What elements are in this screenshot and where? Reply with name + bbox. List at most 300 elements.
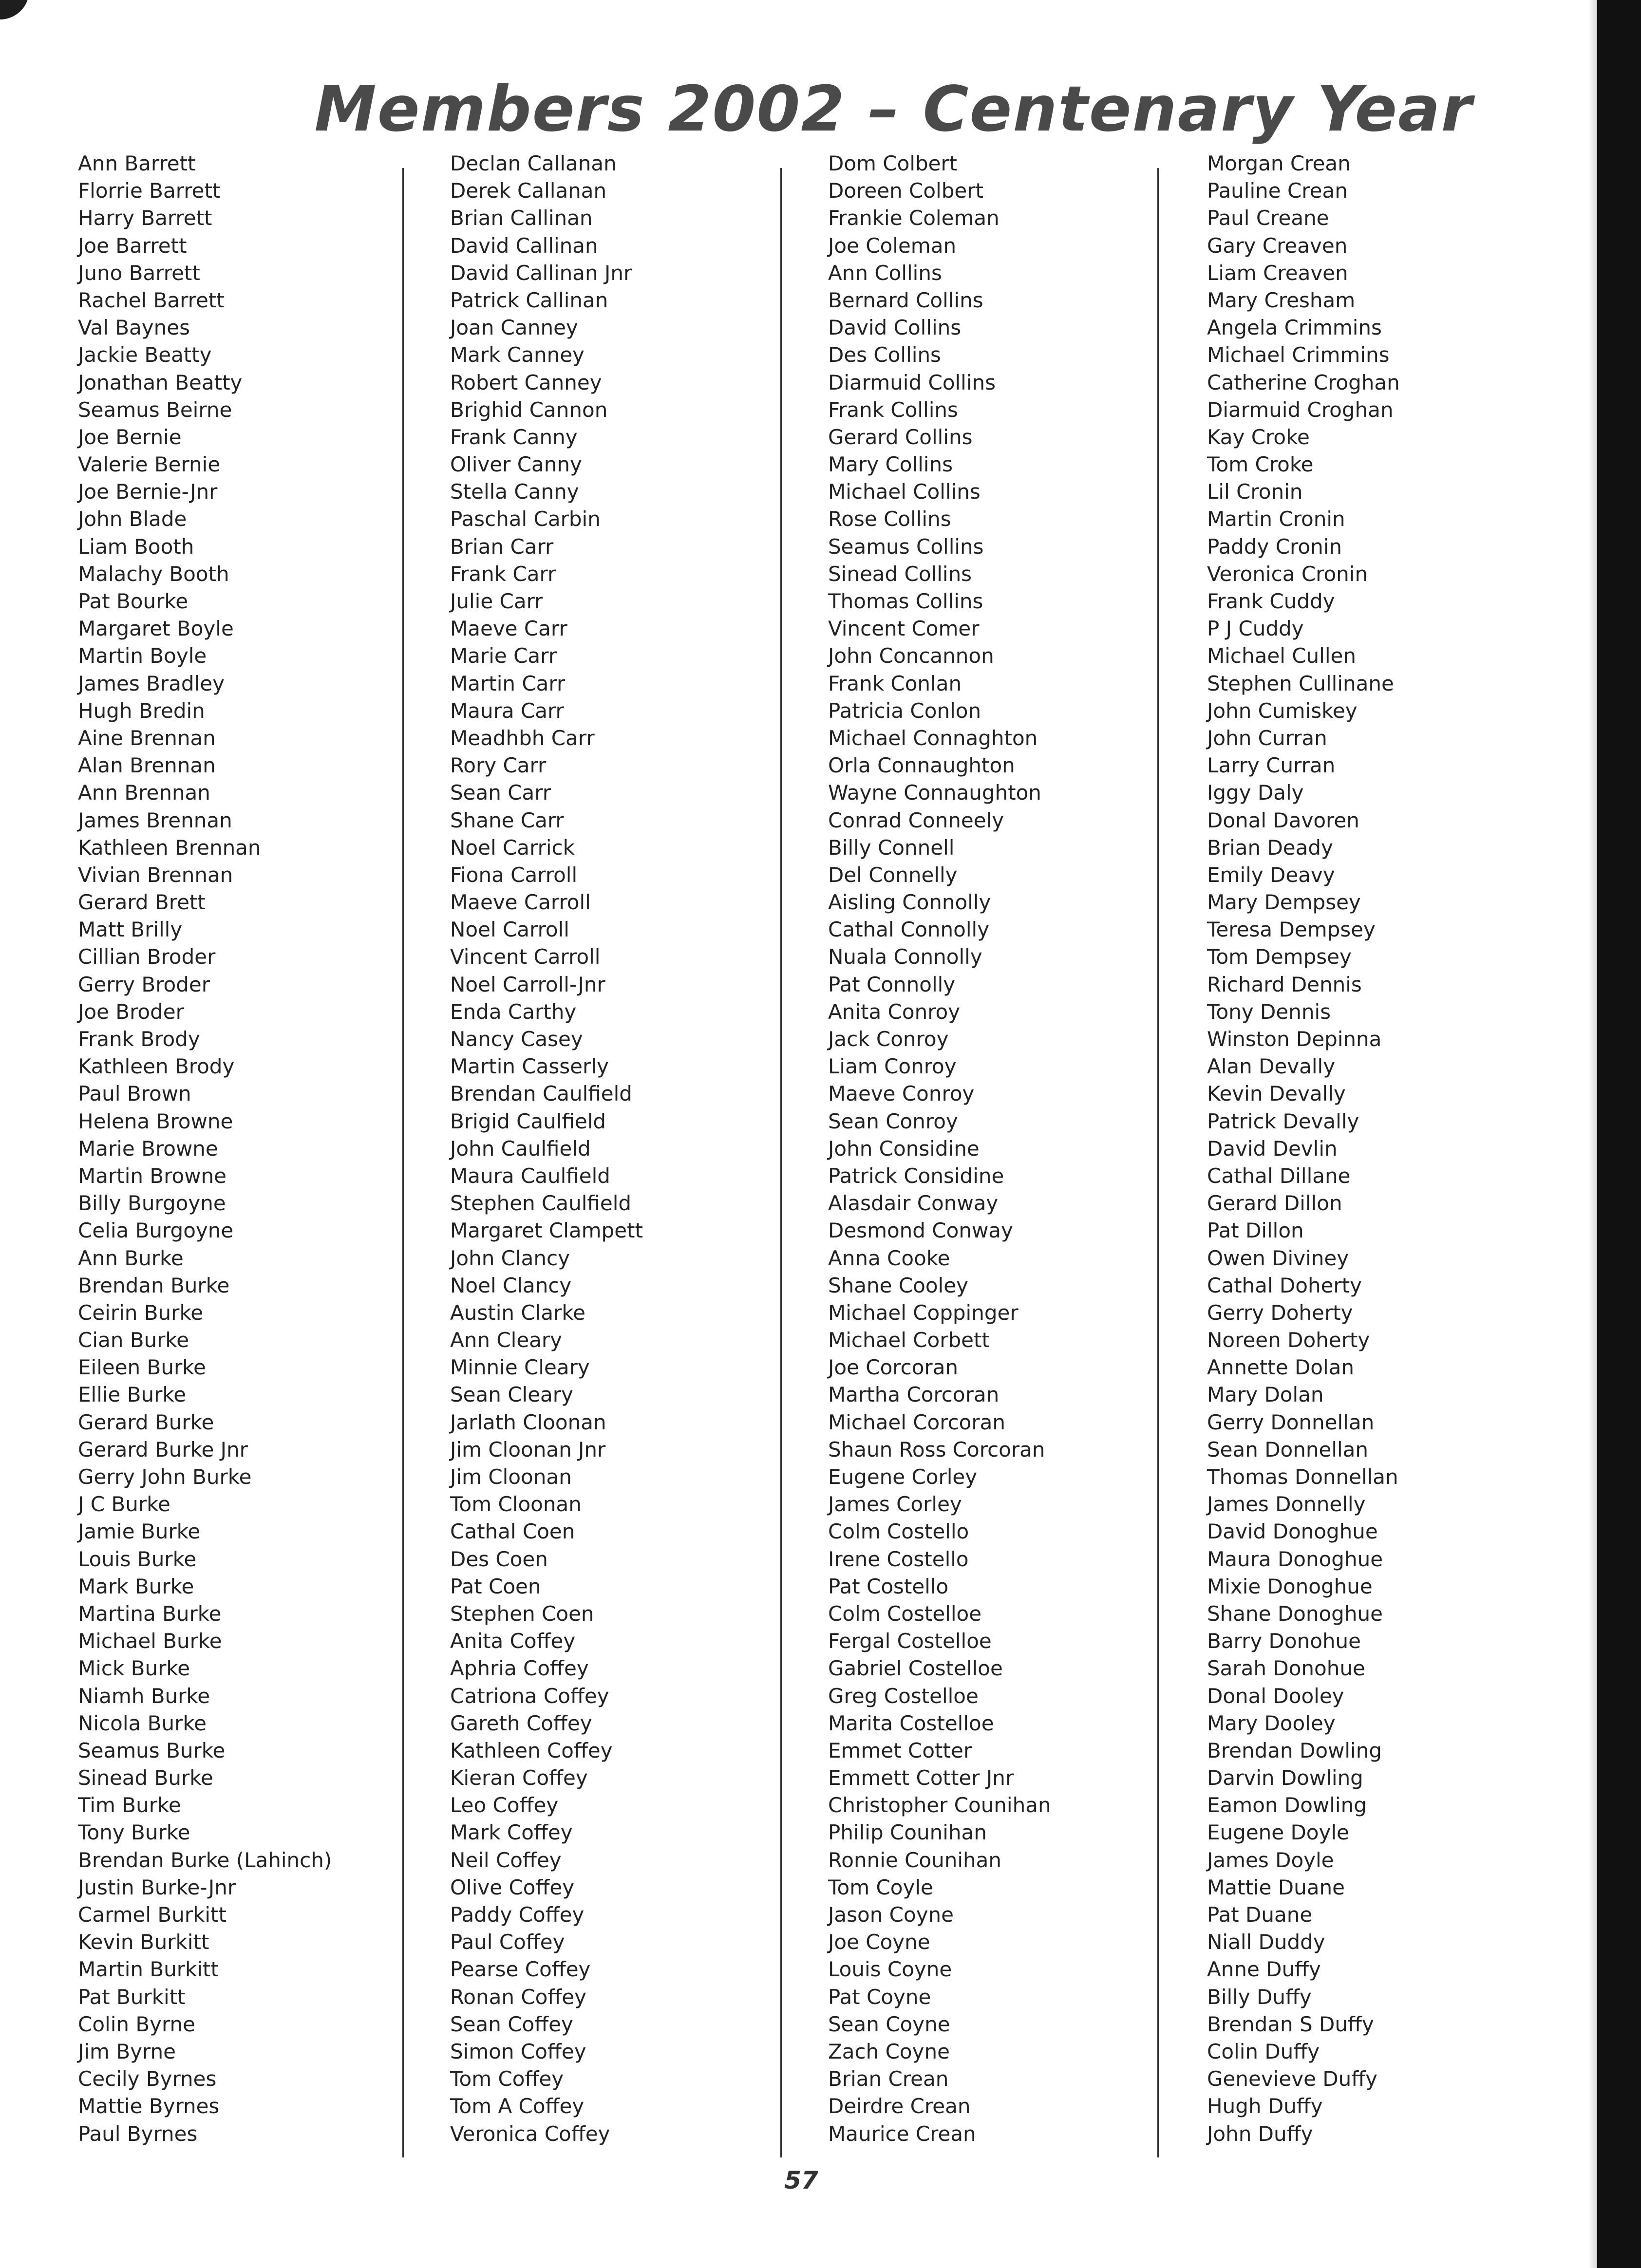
member-name: Christopher Counihan [828,1793,1051,1818]
member-name: Margaret Boyle [78,617,234,641]
member-name: Niamh Burke [78,1684,210,1708]
member-name: Michael Coppinger [828,1300,1019,1325]
member-name: Gerry Broder [78,972,210,996]
member-name: Brendan Burke [78,1273,230,1297]
member-name: Veronica Cronin [1207,562,1368,586]
member-name: Maura Carr [450,698,564,723]
member-name: Jim Cloonan [450,1465,572,1489]
member-name: Rachel Barrett [78,288,225,312]
member-name: Colm Costelloe [828,1601,982,1626]
member-name: Ellie Burke [78,1383,187,1407]
member-name: Conrad Conneely [828,808,1004,832]
member-name: Ann Collins [828,261,942,285]
member-name: Dom Colbert [828,151,958,175]
member-name: Darvin Dowling [1207,1766,1363,1790]
member-name: Joe Bernie-Jnr [78,480,218,504]
member-name: Eugene Doyle [1207,1820,1349,1845]
member-name: Zach Coyne [828,2039,950,2063]
member-name: David Collins [828,316,962,340]
member-name: Ronnie Counihan [828,1848,1001,1872]
member-name: Seamus Collins [828,534,984,559]
member-name: Derek Callanan [450,179,607,203]
member-name: James Doyle [1207,1848,1334,1872]
member-name: Liam Conroy [828,1054,957,1079]
member-name: Diarmuid Croghan [1207,397,1394,422]
member-name: Tom Croke [1207,452,1314,477]
member-name: Fiona Carroll [450,862,578,887]
member-name: Brian Carr [450,534,554,559]
member-name: John Duffy [1207,2121,1313,2146]
member-name: Sinead Burke [78,1766,213,1790]
column-divider-3 [1157,168,1159,2157]
member-name: Seamus Burke [78,1738,226,1762]
member-name: Olive Coffey [450,1875,575,1899]
member-name: Rory Carr [450,753,547,778]
member-name: Jim Byrne [78,2039,176,2063]
page-title: Members 2002 – Centenary Year [314,73,1473,146]
member-name: Gareth Coffey [450,1711,592,1735]
member-name: Patrick Callinan [450,288,608,312]
member-name: Cathal Connolly [828,918,990,942]
member-name: Patrick Devally [1207,1109,1359,1133]
member-column-1 [78,150,429,2148]
page-number: 57 [784,2166,818,2194]
member-name: Sean Donnellan [1207,1437,1369,1462]
member-name: Billy Connell [828,835,955,860]
member-name: Louis Coyne [828,1957,952,1982]
member-name: Julie Carr [450,589,543,613]
member-name: Frankie Coleman [828,206,1000,230]
member-name: Emily Deavy [1207,862,1335,887]
member-name: Lil Cronin [1207,480,1303,504]
member-name: Mark Canney [450,343,585,367]
member-name: Nancy Casey [450,1027,583,1051]
member-name: Pat Connolly [828,972,956,996]
member-name: Colin Duffy [1207,2039,1320,2063]
member-name: Tom Coyle [828,1875,933,1899]
member-name: Noel Clancy [450,1273,572,1297]
member-name: Winston Depinna [1207,1027,1382,1051]
member-name: Louis Burke [78,1547,197,1571]
member-name: John Blade [78,507,187,531]
member-name: James Donnelly [1207,1492,1366,1517]
member-name: John Curran [1207,726,1327,750]
member-name: Anita Conroy [828,999,961,1024]
member-name: Marita Costelloe [828,1711,994,1735]
member-name: Pat Coen [450,1574,541,1598]
member-name: James Corley [828,1492,962,1517]
member-name: Margaret Clampett [450,1218,643,1243]
member-name: Kevin Devally [1207,1082,1346,1106]
member-name: James Bradley [78,671,225,695]
member-name: Kathleen Brennan [78,835,261,860]
member-name: Martin Browne [78,1163,227,1188]
member-name: Cillian Broder [78,945,216,969]
member-name: Jonathan Beatty [78,370,243,394]
scan-edge-shadow [1597,0,1641,2268]
member-name: Matt Brilly [78,918,183,942]
member-name: Barry Donohue [1207,1629,1361,1653]
member-name: Mary Collins [828,452,953,477]
member-name: Michael Connaghton [828,726,1038,750]
member-name: Pat Costello [828,1574,949,1598]
member-name: Juno Barrett [78,261,200,285]
member-name: Neil Coffey [450,1848,562,1872]
member-name: Michael Corcoran [828,1410,1005,1434]
member-name: Veronica Coffey [450,2121,610,2146]
member-column-4 [1207,150,1558,2148]
member-name: Tony Burke [78,1820,190,1845]
member-name: Anna Cooke [828,1246,950,1270]
member-name: Gerard Brett [78,890,206,915]
member-name: Gary Creaven [1207,233,1348,258]
member-name: Sean Coffey [450,2012,573,2036]
member-name: Brian Crean [828,2067,949,2091]
member-name: Hugh Bredin [78,698,205,723]
member-name: Gerard Burke [78,1410,214,1434]
member-name: Jamie Burke [78,1519,201,1544]
member-name: Joe Bernie [78,425,182,449]
member-name: Florrie Barrett [78,179,221,203]
member-name: Pauline Crean [1207,179,1348,203]
member-name: Paddy Cronin [1207,534,1342,559]
member-name: Gerard Burke Jnr [78,1437,248,1462]
member-name: Shane Cooley [828,1273,968,1297]
member-name: Martin Boyle [78,644,207,668]
member-name: Cathal Dillane [1207,1163,1351,1188]
member-name: Vincent Carroll [450,945,601,969]
member-name: Ann Barrett [78,151,196,175]
member-column-2 [450,150,801,2148]
member-name: Jarlath Cloonan [450,1410,606,1434]
member-name: Kevin Burkitt [78,1930,209,1954]
member-name: Brighid Cannon [450,397,608,422]
member-name: Carmel Burkitt [78,1903,226,1927]
member-name: Sarah Donohue [1207,1656,1365,1681]
member-name: Mary Dooley [1207,1711,1336,1735]
member-name: Jackie Beatty [78,343,212,367]
member-name: David Devlin [1207,1136,1338,1161]
member-name: Mark Coffey [450,1820,573,1845]
member-name: Gerard Dillon [1207,1191,1342,1216]
member-name: Helena Browne [78,1109,233,1133]
member-name: Genevieve Duffy [1207,2067,1378,2091]
member-name: Michael Cullen [1207,644,1356,668]
member-name: Brian Deady [1207,835,1333,860]
member-name: Mick Burke [78,1656,190,1681]
member-name: Shane Carr [450,808,564,832]
member-name: Frank Cuddy [1207,589,1335,613]
scan-corner-shadow [0,0,29,19]
member-name: Martin Burkitt [78,1957,219,1982]
member-name: Catherine Croghan [1207,370,1400,394]
member-name: Austin Clarke [450,1300,586,1325]
member-name: Anne Duffy [1207,1957,1321,1982]
member-name: Martha Corcoran [828,1383,1000,1407]
member-name: Aphria Coffey [450,1656,589,1681]
member-name: Emmett Cotter Jnr [828,1766,1014,1790]
member-name: Stella Canny [450,480,579,504]
member-name: Ann Burke [78,1246,184,1270]
member-name: Bernard Collins [828,288,983,312]
member-name: Cian Burke [78,1328,189,1352]
member-name: Del Connelly [828,862,958,887]
member-name: Mattie Byrnes [78,2094,220,2118]
member-name: Brian Callinan [450,206,593,230]
member-name: Cathal Doherty [1207,1273,1362,1297]
member-name: Cathal Coen [450,1519,575,1544]
member-name: Catriona Coffey [450,1684,609,1708]
member-name: Brendan Caulfield [450,1082,632,1106]
member-name: Ann Brennan [78,781,210,805]
member-name: Pat Bourke [78,589,189,613]
member-name: Brendan Burke (Lahinch) [78,1848,332,1872]
member-name: Joe Corcoran [828,1355,959,1380]
member-name: Alasdair Conway [828,1191,999,1216]
member-name: Sean Conroy [828,1109,958,1133]
member-name: Cecily Byrnes [78,2067,217,2091]
member-name: Marie Browne [78,1136,218,1161]
member-name: Frank Canny [450,425,578,449]
member-name: Gerry John Burke [78,1465,252,1489]
member-name: Paul Brown [78,1082,191,1106]
member-name: Pat Burkitt [78,1985,186,2009]
member-name: Richard Dennis [1207,972,1362,996]
member-name: Paddy Coffey [450,1903,585,1927]
member-name: Mary Dolan [1207,1383,1324,1407]
member-name: Gerry Doherty [1207,1300,1353,1325]
member-name: Stephen Caulfield [450,1191,632,1216]
member-name: John Considine [828,1136,980,1161]
member-name: Owen Diviney [1207,1246,1349,1270]
member-name: Ann Cleary [450,1328,563,1352]
member-name: Sean Cleary [450,1383,573,1407]
member-name: Noel Carroll [450,918,569,942]
member-name: Eugene Corley [828,1465,978,1489]
member-name: Gerry Donnellan [1207,1410,1375,1434]
column-divider-2 [780,168,782,2157]
member-name: Billy Burgoyne [78,1191,226,1216]
member-name: Maura Donoghue [1207,1547,1383,1571]
member-name: Eileen Burke [78,1355,206,1380]
member-name: Michael Corbett [828,1328,990,1352]
member-name: Tom A Coffey [450,2094,585,2118]
member-name: Liam Creaven [1207,261,1348,285]
member-name: Minnie Cleary [450,1355,590,1380]
member-name: Celia Burgoyne [78,1218,234,1243]
member-name: Annette Dolan [1207,1355,1354,1380]
member-name: Larry Curran [1207,753,1336,778]
member-name: Malachy Booth [78,562,229,586]
member-name: Tim Burke [78,1793,181,1818]
member-name: Gabriel Costelloe [828,1656,1003,1681]
member-name: Iggy Daly [1207,781,1304,805]
member-name: Rose Collins [828,507,951,531]
member-name: Wayne Connaughton [828,781,1041,805]
member-name: Kay Croke [1207,425,1310,449]
member-name: Frank Collins [828,397,958,422]
member-name: Aine Brennan [78,726,216,750]
member-name: Niall Duddy [1207,1930,1325,1954]
member-name: Shaun Ross Corcoran [828,1437,1045,1462]
member-name: Maeve Carroll [450,890,591,915]
member-name: Mattie Duane [1207,1875,1345,1899]
member-name: Alan Brennan [78,753,216,778]
member-name: Colm Costello [828,1519,969,1544]
member-name: Paul Byrnes [78,2121,198,2146]
member-name: Des Collins [828,343,941,367]
member-name: Patricia Conlon [828,698,981,723]
member-name: Joe Barrett [78,233,187,258]
scan-edge-gradient [1588,0,1597,2268]
member-name: P J Cuddy [1207,617,1304,641]
column-divider-1 [402,168,404,2157]
member-name: Jack Conroy [828,1027,949,1051]
member-name: Vincent Comer [828,617,980,641]
member-name: Simon Coffey [450,2039,586,2063]
member-name: Maura Caulfield [450,1163,610,1188]
member-name: Doreen Colbert [828,179,983,203]
member-name: Thomas Collins [828,589,983,613]
member-name: Joe Broder [78,999,184,1024]
member-name: Tom Cloonan [450,1492,582,1517]
member-name: Joe Coyne [828,1930,930,1954]
member-name: Colin Byrne [78,2012,195,2036]
member-name: Fergal Costelloe [828,1629,992,1653]
member-name: Tom Dempsey [1207,945,1352,969]
member-name: David Donoghue [1207,1519,1378,1544]
member-name: Teresa Dempsey [1207,918,1376,942]
member-name: Valerie Bernie [78,452,221,477]
member-name: Joan Canney [450,316,578,340]
member-name: Pearse Coffey [450,1957,591,1982]
member-name: Pat Dillon [1207,1218,1304,1243]
member-name: J C Burke [78,1492,170,1517]
member-name: Tony Dennis [1207,999,1331,1024]
member-name: Sean Carr [450,781,551,805]
member-name: Michael Burke [78,1629,222,1653]
member-name: Nuala Connolly [828,945,982,969]
member-name: Maurice Crean [828,2121,976,2146]
member-name: Liam Booth [78,534,194,559]
member-name: Michael Collins [828,480,981,504]
member-name: John Concannon [828,644,994,668]
member-name: David Callinan [450,233,598,258]
member-name: Marie Carr [450,644,557,668]
member-name: Joe Coleman [828,233,957,258]
member-name: Paul Coffey [450,1930,565,1954]
member-name: John Clancy [450,1246,570,1270]
member-name: Enda Carthy [450,999,577,1024]
member-name: Aisling Connolly [828,890,991,915]
member-name: John Cumiskey [1207,698,1358,723]
member-name: Donal Davoren [1207,808,1359,832]
member-name: Meadhbh Carr [450,726,595,750]
member-name: Brendan Dowling [1207,1738,1382,1762]
member-name: Frank Conlan [828,671,962,695]
member-name: Desmond Conway [828,1218,1013,1243]
member-name: Seamus Beirne [78,397,232,422]
member-name: Patrick Considine [828,1163,1004,1188]
member-name: Martin Carr [450,671,566,695]
member-name: Billy Duffy [1207,1985,1312,2009]
member-name: Angela Crimmins [1207,316,1382,340]
member-column-3 [828,150,1179,2148]
member-name: Tom Coffey [450,2067,564,2091]
member-name: Martina Burke [78,1601,222,1626]
member-name: James Brennan [78,808,232,832]
member-name: Mary Cresham [1207,288,1356,312]
member-name: Robert Canney [450,370,602,394]
member-name: Jason Coyne [828,1903,954,1927]
member-name: Harry Barrett [78,206,212,230]
member-name: Frank Carr [450,562,556,586]
member-name: Deirdre Crean [828,2094,971,2118]
member-name: Thomas Donnellan [1207,1465,1398,1489]
member-name: Leo Coffey [450,1793,559,1818]
member-name: Martin Cronin [1207,507,1345,531]
member-name: Oliver Canny [450,452,582,477]
member-name: Martin Casserly [450,1054,609,1079]
member-name: Noreen Doherty [1207,1328,1370,1352]
member-name: Declan Callanan [450,151,617,175]
member-name: Val Baynes [78,316,190,340]
member-name: Noel Carroll-Jnr [450,972,605,996]
member-name: Noel Carrick [450,835,575,860]
member-name: Brendan S Duffy [1207,2012,1374,2036]
member-name: Nicola Burke [78,1711,207,1735]
member-name: Vivian Brennan [78,862,233,887]
member-name: Maeve Carr [450,617,567,641]
member-name: Eamon Dowling [1207,1793,1367,1818]
member-name: Mixie Donoghue [1207,1574,1373,1598]
member-name: Irene Costello [828,1547,969,1571]
member-name: Mark Burke [78,1574,194,1598]
member-name: Paul Creane [1207,206,1329,230]
member-name: Emmet Cotter [828,1738,972,1762]
member-name: Kathleen Brody [78,1054,235,1079]
member-name: Maeve Conroy [828,1082,975,1106]
member-name: Frank Brody [78,1027,200,1051]
member-name: David Callinan Jnr [450,261,632,285]
member-name: Jim Cloonan Jnr [450,1437,606,1462]
member-name: Shane Donoghue [1207,1601,1383,1626]
member-name: Anita Coffey [450,1629,576,1653]
member-name: Hugh Duffy [1207,2094,1323,2118]
member-name: Sean Coyne [828,2012,950,2036]
member-name: Des Coen [450,1547,548,1571]
member-name: Greg Costelloe [828,1684,979,1708]
member-name: Michael Crimmins [1207,343,1390,367]
member-name: Stephen Cullinane [1207,671,1394,695]
member-name: Alan Devally [1207,1054,1336,1079]
member-name: Kathleen Coffey [450,1738,613,1762]
member-name: Mary Dempsey [1207,890,1361,915]
member-name: Donal Dooley [1207,1684,1344,1708]
member-name: Pat Duane [1207,1903,1313,1927]
member-name: Sinead Collins [828,562,972,586]
member-name: Justin Burke-Jnr [78,1875,236,1899]
member-name: Gerard Collins [828,425,973,449]
member-name: Ronan Coffey [450,1985,586,2009]
member-name: Paschal Carbin [450,507,601,531]
member-name: Pat Coyne [828,1985,931,2009]
member-name: Orla Connaughton [828,753,1015,778]
member-name: John Caulfield [450,1136,591,1161]
member-name: Diarmuid Collins [828,370,996,394]
member-name: Philip Counihan [828,1820,987,1845]
member-name: Ceirin Burke [78,1300,204,1325]
